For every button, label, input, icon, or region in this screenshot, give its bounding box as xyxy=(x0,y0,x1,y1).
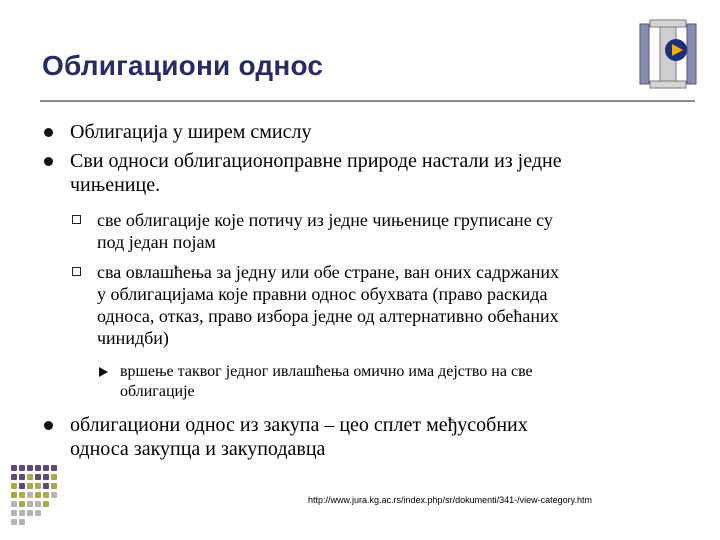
grid-dot xyxy=(11,492,17,498)
sub-sub-bullet-1-line-1: вршење таквог једног ивлашћења омично има дејство на све xyxy=(120,363,533,380)
bullet-2-line-1: Сви односи облигационоправне природе настали из једне xyxy=(70,150,562,172)
grid-dot xyxy=(51,465,57,471)
grid-dot xyxy=(11,510,17,516)
grid-dot xyxy=(35,492,41,498)
bullet-dot-icon xyxy=(44,128,53,137)
grid-dot xyxy=(51,492,57,498)
bullet-square-icon xyxy=(72,215,81,224)
grid-dot xyxy=(43,492,49,498)
grid-dot xyxy=(19,465,25,471)
bullet-square-icon xyxy=(72,267,81,276)
bullet-1-text: Облигација у ширем смислу xyxy=(70,121,312,143)
grid-dot xyxy=(43,483,49,489)
source-url: http://www.jura.kg.ac.rs/index.php/sr/dokumenti/341-/view-category.htm xyxy=(308,495,592,505)
grid-dot xyxy=(11,474,17,480)
sub-sub-bullet-1-line-2: облигације xyxy=(120,383,195,400)
sub-bullet-2-line-3: односа, отказ, право избора једне од алтернативно обећаних xyxy=(97,306,559,326)
grid-dot xyxy=(11,519,17,525)
sub-sub-bullet-1 xyxy=(120,362,533,402)
grid-dot xyxy=(27,501,33,507)
grid-dot xyxy=(27,492,33,498)
bullet-dot-icon xyxy=(44,157,53,166)
grid-dot xyxy=(11,465,17,471)
sub-bullet-2-line-4: чинидби) xyxy=(97,328,169,348)
bullet-3-line-1: облигациони однос из закупа – цео сплет међусобних xyxy=(70,414,528,436)
sub-bullet-1-line-1: све облигације које потичу из једне чињенице груписане су xyxy=(97,210,553,230)
grid-dot xyxy=(35,510,41,516)
grid-dot xyxy=(19,474,25,480)
bullet-2-line-2: чињенице. xyxy=(70,174,161,196)
grid-dot xyxy=(19,501,25,507)
grid-dot xyxy=(43,465,49,471)
bullet-dot-icon xyxy=(44,421,53,430)
grid-dot xyxy=(43,474,49,480)
sub-bullet-2-line-2: у облигацијама које правни однос обухвата (право раскида xyxy=(97,284,548,304)
grid-dot xyxy=(51,474,57,480)
ip-logo-icon xyxy=(636,18,700,90)
grid-dot xyxy=(35,474,41,480)
grid-dot xyxy=(27,510,33,516)
slide-title: Облигациони однос xyxy=(42,50,324,81)
bullet-2 xyxy=(70,149,562,197)
grid-dot xyxy=(35,501,41,507)
grid-dot xyxy=(27,465,33,471)
sub-bullet-2 xyxy=(97,261,559,349)
bullet-arrow-icon xyxy=(99,367,108,377)
title-divider xyxy=(40,100,695,102)
grid-dot xyxy=(51,483,57,489)
bullet-3 xyxy=(70,413,528,461)
sub-bullet-1-line-2: под један појам xyxy=(97,232,216,252)
bullet-3-line-2: односа закупца и закуподавца xyxy=(70,438,326,460)
bullet-1 xyxy=(70,120,311,144)
grid-dot xyxy=(19,519,25,525)
sub-bullet-1 xyxy=(97,209,553,253)
grid-dot xyxy=(11,501,17,507)
sub-bullet-2-line-1: сва овлашћења за једну или обе стране, ван оних садржаних xyxy=(97,262,560,282)
grid-dot xyxy=(35,483,41,489)
decorative-dot-grid-icon xyxy=(11,465,59,530)
grid-dot xyxy=(19,510,25,516)
grid-dot xyxy=(27,483,33,489)
grid-dot xyxy=(35,465,41,471)
grid-dot xyxy=(27,474,33,480)
grid-dot xyxy=(19,492,25,498)
grid-dot xyxy=(43,501,49,507)
grid-dot xyxy=(19,483,25,489)
grid-dot xyxy=(11,483,17,489)
